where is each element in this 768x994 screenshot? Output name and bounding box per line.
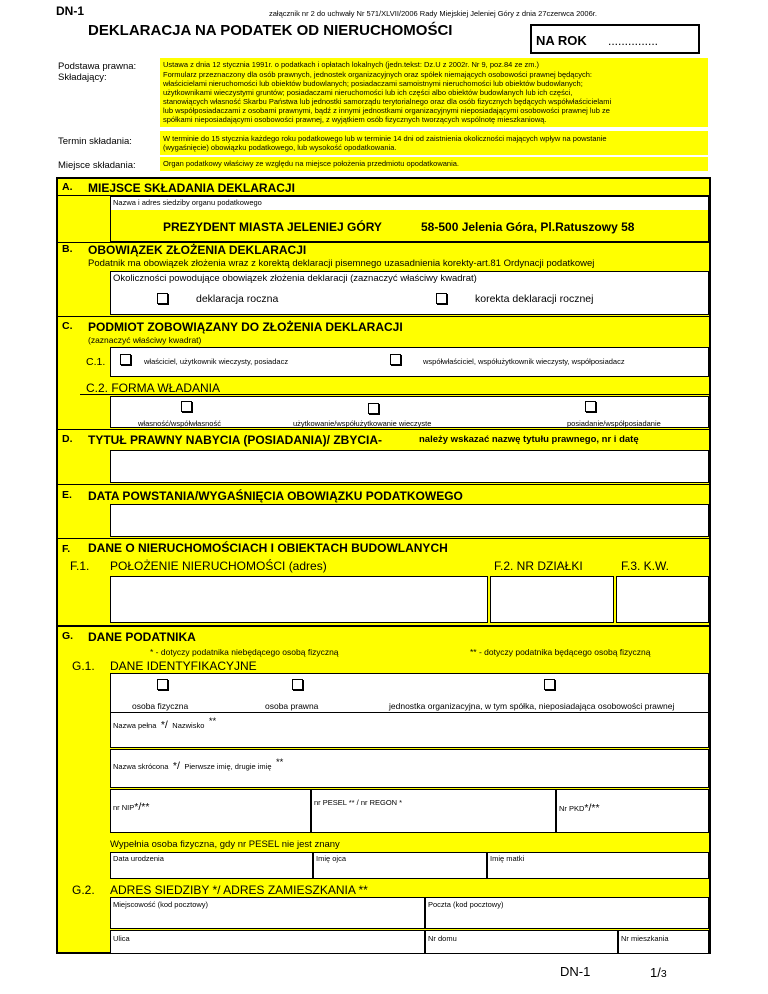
section-c-letter: C. bbox=[62, 320, 73, 332]
note-natural-person: ** - dotyczy podatnika będącego osobą fizyczną bbox=[470, 647, 651, 657]
option-owner: właściciel, użytkownik wieczysty, posiadacz bbox=[144, 357, 289, 366]
option-perpetual-usufruct: użytkowanie/współużytkowanie wieczyste bbox=[293, 419, 432, 428]
flat-number-label: Nr mieszkania bbox=[621, 934, 669, 943]
house-number-label: Nr domu bbox=[428, 934, 457, 943]
post-office-field[interactable] bbox=[425, 897, 709, 929]
deadline-line: (wygaśnięcie) obowiązku podatkowego, lub wysokość opodatkowania. bbox=[163, 143, 397, 152]
pesel-note: Wypełnia osoba fizyczna, gdy nr PESEL nie jest znany bbox=[110, 839, 340, 850]
checkbox-ownership[interactable] bbox=[181, 401, 192, 412]
g1-title: DANE IDENTYFIKACYJNE bbox=[110, 659, 257, 673]
nip-mark: */** bbox=[134, 801, 150, 813]
father-name-label: Imię ojca bbox=[316, 854, 347, 863]
footer-page: 1/ bbox=[650, 965, 661, 980]
deadline-box bbox=[160, 131, 708, 155]
birth-date-label: Data urodzenia bbox=[113, 854, 164, 863]
section-g-letter: G. bbox=[62, 630, 74, 642]
pesel-regon-label: nr PESEL ** / nr REGON * bbox=[314, 798, 403, 807]
section-e-title: DATA POWSTANIA/WYGAŚNIĘCIA OBOWIĄZKU PODATKOWEGO bbox=[88, 489, 463, 503]
deadline-label: Termin składania: bbox=[58, 136, 132, 147]
submitter-line: spółkami nieposiadającymi osobowości prawnej, z wyjątkiem osób fizycznych tworzących wspólnotę mieszkaniową. bbox=[163, 115, 547, 124]
submitter-label: Składający: bbox=[58, 72, 107, 83]
f2-title: F.2. NR DZIAŁKI bbox=[494, 559, 583, 573]
authority-field-label: Nazwa i adres siedziby organu podatkowego bbox=[113, 198, 262, 207]
section-g-title: DANE PODATNIKA bbox=[88, 630, 196, 644]
birth-date-field[interactable] bbox=[110, 852, 313, 879]
submitter-line: stanowiących własność Skarbu Państwa lub jednostki samorządu terytorialnego oraz dla osób fizycznych będących współwłaścicielami bbox=[163, 97, 612, 106]
footer-form-code: DN-1 bbox=[560, 964, 591, 979]
section-c-subtitle: (zaznaczyć właściwy kwadrat) bbox=[88, 335, 202, 345]
place-label: Miejsce składania: bbox=[58, 160, 136, 171]
form-code: DN-1 bbox=[56, 4, 85, 18]
type-natural-person: osoba fizyczna bbox=[132, 701, 189, 711]
submitter-line: Formularz przeznaczony dla osób prawnych, jednostek organizacyjnych oraz spółek niemających osobowości prawnej będących: bbox=[163, 70, 592, 79]
section-c-title: PODMIOT ZOBOWIĄZANY DO ZŁOŻENIA DEKLARACJI bbox=[88, 320, 403, 334]
short-name-field[interactable] bbox=[110, 749, 709, 788]
section-b-note: Podatnik ma obowiązek złożenia wraz z korektą deklaracji pisemnego uzasadnienia korekty-art.81 Ordynacji podatkowej bbox=[88, 258, 595, 269]
section-f-letter: F. bbox=[62, 543, 71, 555]
f1-label: F.1. bbox=[70, 559, 90, 573]
pkd-field[interactable] bbox=[556, 789, 709, 833]
checkbox-owner[interactable] bbox=[120, 354, 131, 365]
father-name-field[interactable] bbox=[313, 852, 487, 879]
place-box bbox=[160, 157, 708, 171]
short-name-mark: */ bbox=[172, 760, 180, 772]
option-possession: posiadanie/współposiadanie bbox=[567, 419, 661, 428]
locality-field[interactable] bbox=[110, 897, 425, 929]
basis-label: Podstawa prawna: bbox=[58, 61, 137, 72]
submitter-line: właścicielami nieruchomości lub obiektów budowlanych; posiadaczami samoistnymi nieruchomości lub obiektów budowlanych; bbox=[163, 79, 583, 88]
pkd-mark: */** bbox=[584, 802, 600, 814]
legal-title-field[interactable] bbox=[110, 450, 709, 483]
checkbox-legal-person[interactable] bbox=[292, 679, 303, 690]
land-register-field[interactable] bbox=[616, 576, 709, 623]
intro-text-box bbox=[160, 58, 708, 127]
flat-number-field[interactable] bbox=[618, 930, 709, 954]
checkbox-natural-person[interactable] bbox=[157, 679, 168, 690]
street-field[interactable] bbox=[110, 930, 425, 954]
surname-label: Nazwisko bbox=[172, 721, 205, 730]
first-names-mark: ** bbox=[275, 757, 284, 768]
place-text: Organ podatkowy właściwy ze względu na miejsce położenia przedmiotu opodatkowania. bbox=[163, 159, 459, 168]
checkbox-organizational-unit[interactable] bbox=[544, 679, 555, 690]
year-label: NA ROK bbox=[536, 33, 587, 48]
property-address-field[interactable] bbox=[110, 576, 488, 623]
obligation-date-field[interactable] bbox=[110, 504, 709, 537]
authority-value-box bbox=[111, 210, 708, 241]
street-label: Ulica bbox=[113, 934, 130, 943]
full-name-mark: */ bbox=[160, 719, 168, 731]
pesel-regon-field[interactable] bbox=[311, 789, 556, 833]
pkd-label: Nr PKD bbox=[559, 804, 585, 813]
nip-field[interactable] bbox=[110, 789, 311, 833]
checkbox-perpetual-usufruct[interactable] bbox=[368, 403, 379, 414]
section-d-title: TYTUŁ PRAWNY NABYCIA (POSIADANIA)/ ZBYCIA- bbox=[88, 433, 382, 447]
option-co-owner: współwłaściciel, współużytkownik wieczysty, współposiadacz bbox=[423, 357, 625, 366]
c2-label: C.2. FORMA WŁADANIA bbox=[86, 381, 221, 395]
full-name-label: Nazwa pełna bbox=[113, 721, 157, 730]
nip-label: nr NIP bbox=[113, 803, 135, 812]
section-e-letter: E. bbox=[62, 489, 72, 501]
authority-name: PREZYDENT MIASTA JELENIEJ GÓRY bbox=[163, 220, 382, 234]
checkbox-declaration-correction[interactable] bbox=[436, 293, 447, 304]
section-b-letter: B. bbox=[62, 243, 73, 255]
year-value[interactable]: ............... bbox=[608, 34, 659, 48]
plot-number-field[interactable] bbox=[490, 576, 614, 623]
section-d-letter: D. bbox=[62, 433, 73, 445]
section-a-title: MIEJSCE SKŁADANIA DEKLARACJI bbox=[88, 181, 295, 195]
checkbox-possession[interactable] bbox=[585, 401, 596, 412]
type-legal-person: osoba prawna bbox=[265, 701, 319, 711]
first-names-label: Pierwsze imię, drugie imię bbox=[184, 762, 272, 771]
footer-page-total: 3 bbox=[660, 968, 667, 980]
basis-text: Ustawa z dnia 12 stycznia 1991r. o podatkach i opłatach lokalnych (jedn.tekst: Dz.U z 2002r. Nr 9, poz.84 ze zm.) bbox=[163, 60, 540, 69]
locality-label: Miejscowość (kod pocztowy) bbox=[113, 900, 209, 909]
mother-name-label: Imię matki bbox=[490, 854, 525, 863]
full-name-field[interactable] bbox=[110, 712, 709, 748]
authority-address: 58-500 Jelenia Góra, Pl.Ratuszowy 58 bbox=[421, 220, 635, 234]
form-title: DEKLARACJA NA PODATEK OD NIERUCHOMOŚCI bbox=[88, 22, 453, 39]
g2-label: G.2. bbox=[72, 883, 95, 897]
post-office-label: Poczta (kod pocztowy) bbox=[428, 900, 504, 909]
checkbox-annual-declaration[interactable] bbox=[157, 293, 168, 304]
year-box bbox=[530, 24, 700, 54]
c1-label: C.1. bbox=[86, 356, 106, 368]
mother-name-field[interactable] bbox=[487, 852, 709, 879]
section-a-letter: A. bbox=[62, 181, 73, 193]
surname-mark: ** bbox=[208, 716, 217, 727]
short-name-label: Nazwa skrócona bbox=[113, 762, 169, 771]
circumstances-label: Okoliczności powodujące obowiązek złożenia deklaracji (zaznaczyć właściwy kwadrat) bbox=[113, 273, 477, 284]
deadline-line: W terminie do 15 stycznia każdego roku podatkowego lub w terminie 14 dni od zaistnienia okoliczności mających wpływ na powstanie bbox=[163, 134, 607, 143]
option-ownership: własność/współwłasność bbox=[138, 419, 221, 428]
f1-title: POŁOŻENIE NIERUCHOMOŚCI (adres) bbox=[110, 559, 327, 573]
section-b-title: OBOWIĄZEK ZŁOŻENIA DEKLARACJI bbox=[88, 243, 307, 257]
submitter-line: użytkownikami wieczystymi gruntów; posiadaczami nieruchomości lub ich części albo obiektów budowlanych lub ich części, bbox=[163, 88, 573, 97]
section-d-note: należy wskazać nazwę tytułu prawnego, nr i datę bbox=[419, 434, 639, 445]
type-organizational-unit: jednostka organizacyjna, w tym spółka, nieposiadająca osobowości prawnej bbox=[389, 701, 675, 711]
option-declaration-correction: korekta deklaracji rocznej bbox=[475, 293, 594, 305]
option-annual-declaration: deklaracja roczna bbox=[196, 293, 279, 305]
g1-label: G.1. bbox=[72, 659, 95, 673]
submitter-line: lub współposiadaczami z osobami prawnymi, bądź z innymi jednostkami organizacyjnymi nieposiadającymi osobowości prawnej lub ze bbox=[163, 106, 610, 115]
checkbox-co-owner[interactable] bbox=[390, 354, 401, 365]
f3-title: F.3. K.W. bbox=[621, 559, 670, 573]
house-number-field[interactable] bbox=[425, 930, 618, 954]
note-non-natural-person: * - dotyczy podatnika niebędącego osobą fizyczną bbox=[150, 647, 339, 657]
attachment-note: załącznik nr 2 do uchwały Nr 571/XLVII/2006 Rady Miejskiej Jeleniej Góry z dnia 27czerwca 2006r. bbox=[269, 9, 597, 18]
section-f-title: DANE O NIERUCHOMOŚCIACH I OBIEKTACH BUDOWLANYCH bbox=[88, 541, 448, 555]
g2-title: ADRES SIEDZIBY */ ADRES ZAMIESZKANIA ** bbox=[110, 883, 368, 897]
